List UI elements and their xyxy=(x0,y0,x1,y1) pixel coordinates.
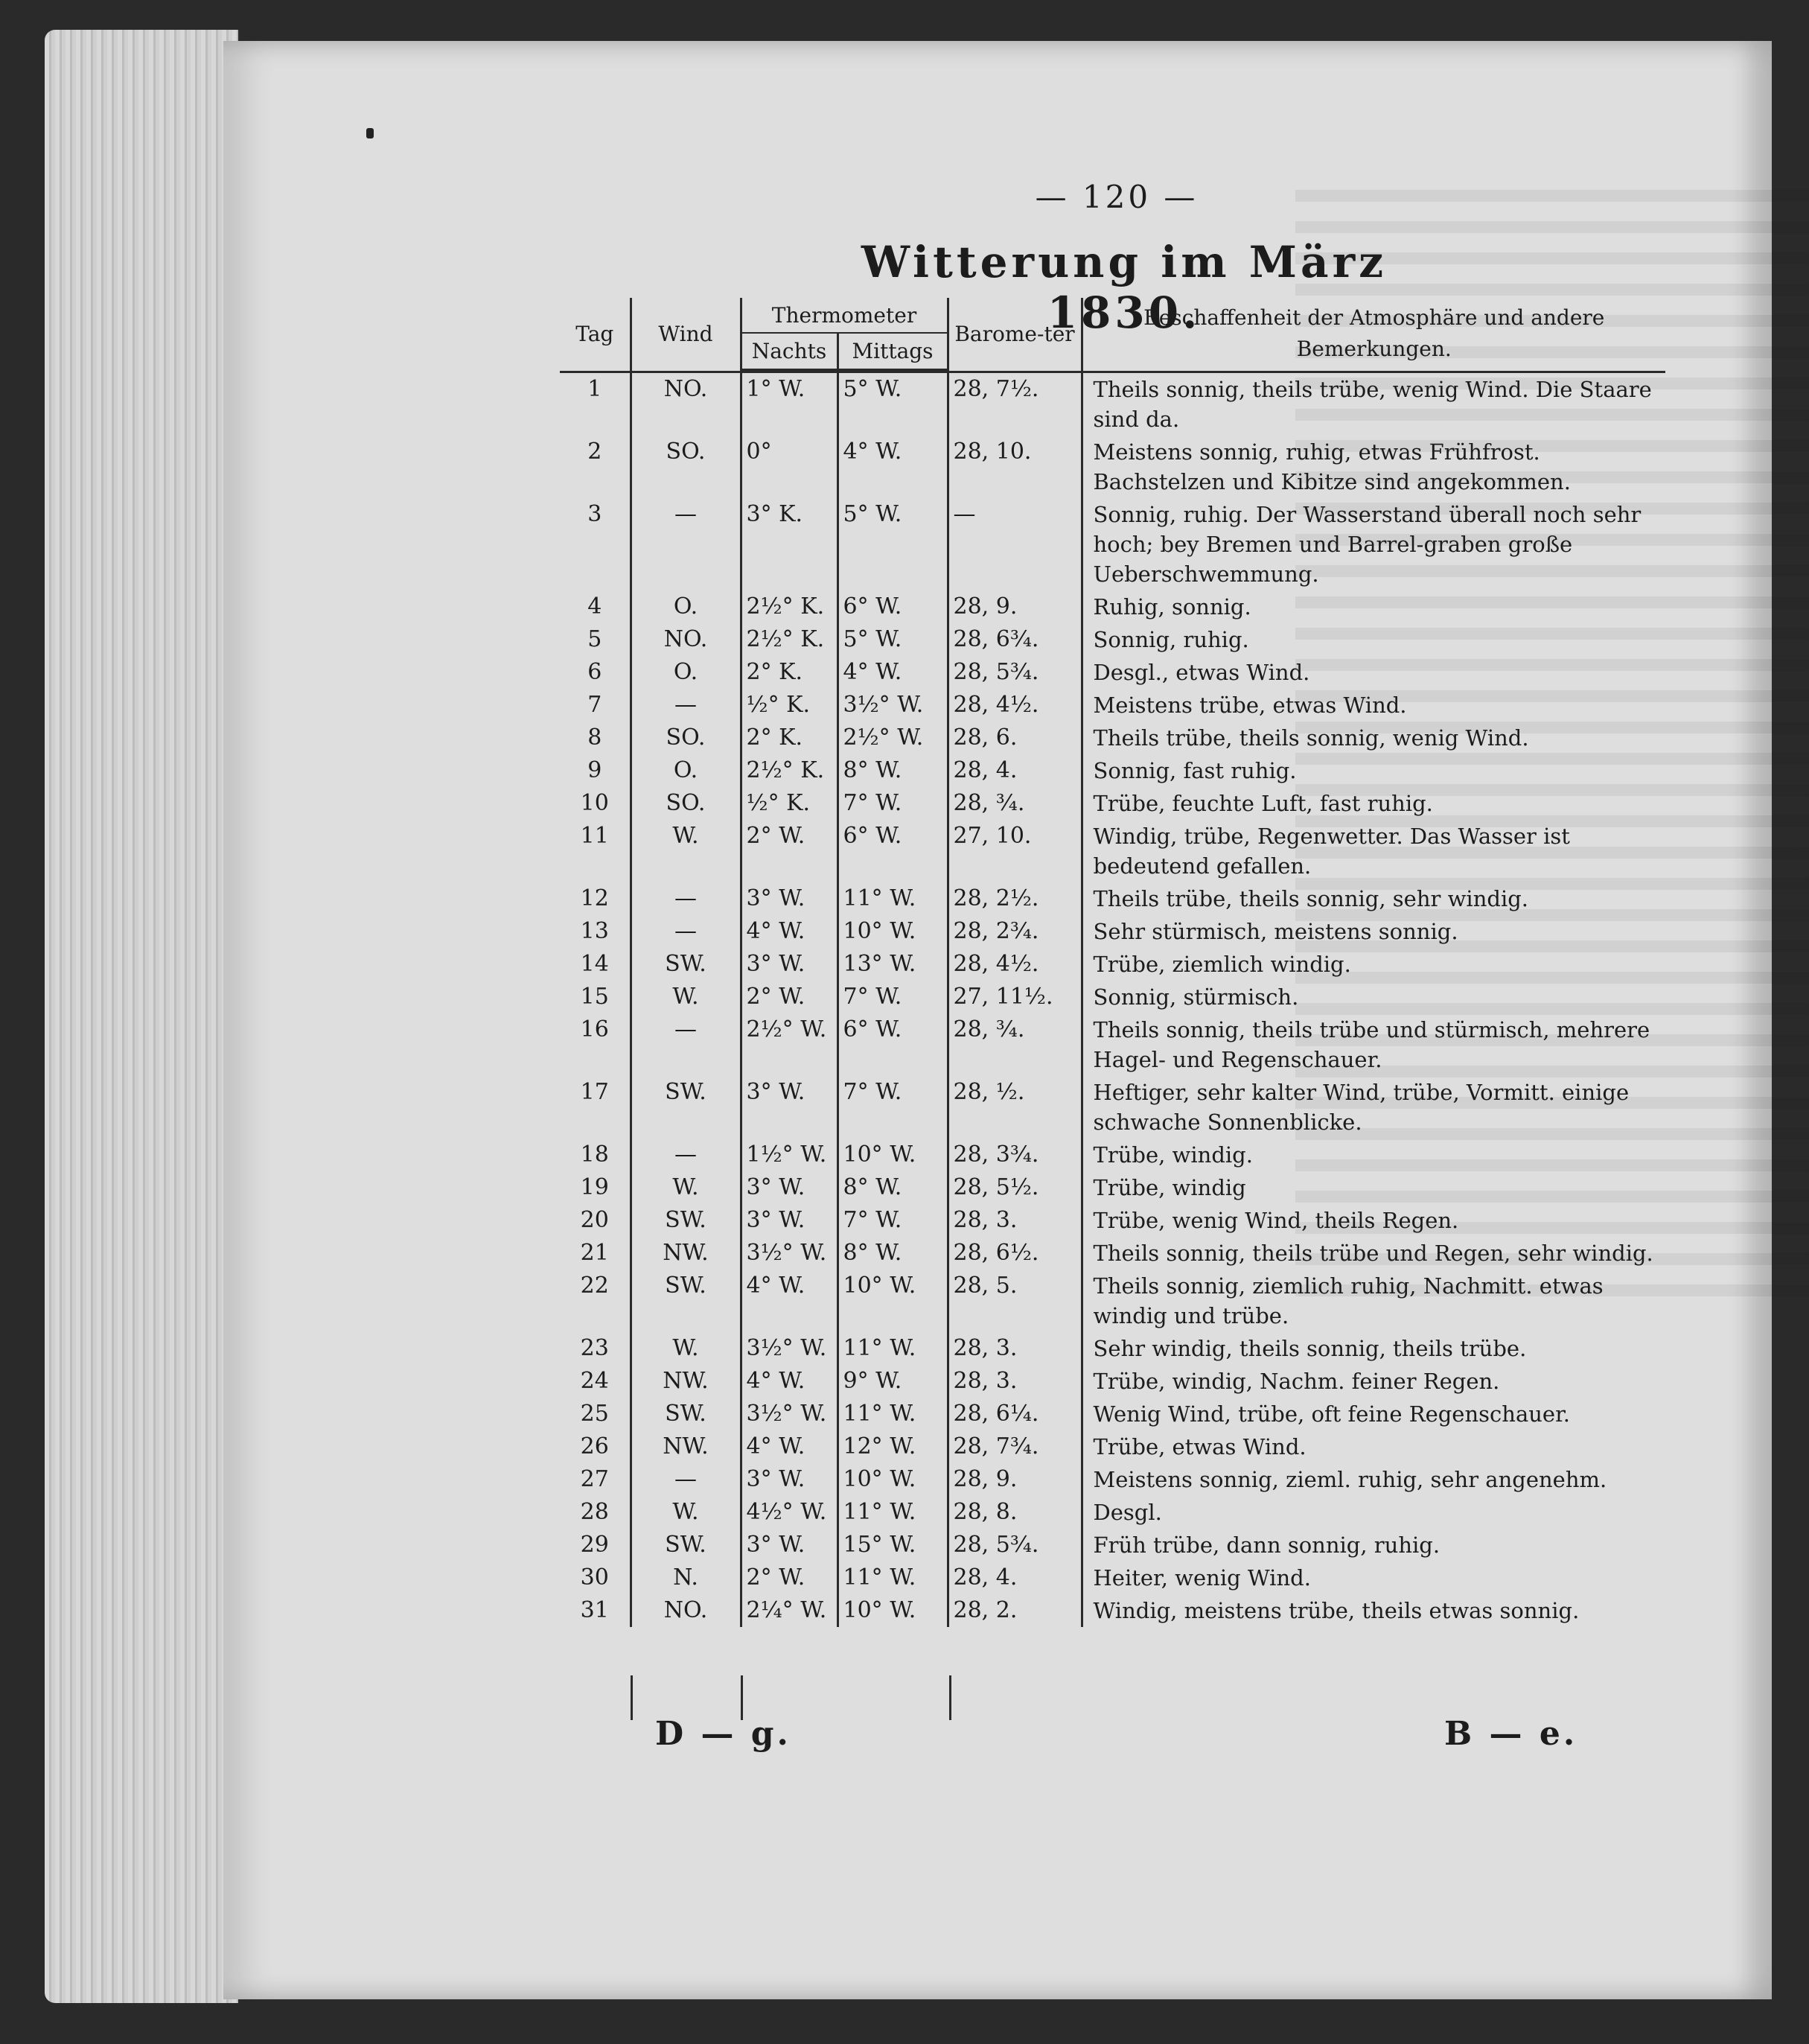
header-wind: Wind xyxy=(631,298,741,369)
header-nachts: Nachts xyxy=(741,333,838,369)
remark-cell: Sonnig, ruhig. xyxy=(1082,623,1665,656)
night-temp-cell: 3° W. xyxy=(741,948,838,981)
noon-temp-cell: 11° W. xyxy=(838,1332,948,1365)
table-row xyxy=(560,820,1665,882)
table-row xyxy=(560,1594,1665,1627)
day-cell: 17 xyxy=(580,1078,609,1105)
night-temp-cell: 0° xyxy=(741,436,838,498)
wind-cell: SO. xyxy=(631,722,741,754)
night-temp-cell: 4° W. xyxy=(741,1365,838,1398)
barometer-cell: 28, 10. xyxy=(948,436,1082,498)
day-cell: 2 xyxy=(587,438,602,465)
wind-cell: SW. xyxy=(631,1204,741,1237)
wind-cell: W. xyxy=(631,1496,741,1529)
noon-temp-cell: 5° W. xyxy=(838,498,948,590)
table-row xyxy=(560,1237,1665,1270)
header-barometer: Barome-ter xyxy=(948,298,1082,369)
noon-temp-cell: 9° W. xyxy=(838,1365,948,1398)
table-row xyxy=(560,1430,1665,1463)
table-row xyxy=(560,1204,1665,1237)
night-temp-cell: 4° W. xyxy=(741,1430,838,1463)
day-cell: 6 xyxy=(587,658,602,685)
barometer-cell: 28, ¾. xyxy=(948,1013,1082,1076)
weather-rows xyxy=(560,372,1665,1627)
barometer-cell: 28, 2¾. xyxy=(948,915,1082,948)
table-row xyxy=(560,1139,1665,1171)
page-number: — 120 — xyxy=(1035,179,1199,215)
barometer-cell: 28, ½. xyxy=(948,1076,1082,1139)
barometer-cell: 28, 6½. xyxy=(948,1237,1082,1270)
wind-cell: NW. xyxy=(631,1365,741,1398)
wind-cell: NW. xyxy=(631,1430,741,1463)
noon-temp-cell: 4° W. xyxy=(838,436,948,498)
wind-cell: SW. xyxy=(631,948,741,981)
noon-temp-cell: 11° W. xyxy=(838,882,948,915)
remark-cell: Trübe, ziemlich windig. xyxy=(1082,948,1665,981)
night-temp-cell: 3½° W. xyxy=(741,1398,838,1430)
night-temp-cell: 1° W. xyxy=(741,372,838,436)
remark-cell: Theils trübe, theils sonnig, sehr windig. xyxy=(1082,882,1665,915)
wind-cell: N. xyxy=(631,1561,741,1594)
noon-temp-cell: 4° W. xyxy=(838,656,948,689)
noon-temp-cell: 11° W. xyxy=(838,1496,948,1529)
wind-cell: SW. xyxy=(631,1076,741,1139)
night-temp-cell: 2° W. xyxy=(741,981,838,1013)
night-temp-cell: 2° W. xyxy=(741,820,838,882)
wind-cell: NO. xyxy=(631,623,741,656)
day-cell: 15 xyxy=(580,983,609,1010)
barometer-cell: 28, 2½. xyxy=(948,882,1082,915)
table-row xyxy=(560,656,1665,689)
noon-temp-cell: 6° W. xyxy=(838,820,948,882)
page-title: Witterung im März 1830. xyxy=(861,237,1388,338)
wind-cell: — xyxy=(631,498,741,590)
noon-temp-cell: 6° W. xyxy=(838,1013,948,1076)
wind-cell: O. xyxy=(631,656,741,689)
barometer-cell: 28, 4. xyxy=(948,754,1082,787)
day-cell: 5 xyxy=(587,625,602,652)
barometer-cell: 28, 7½. xyxy=(948,372,1082,436)
table-row xyxy=(560,689,1665,722)
night-temp-cell: 4° W. xyxy=(741,915,838,948)
remark-cell: Windig, meistens trübe, theils etwas sonnig. xyxy=(1082,1594,1665,1627)
wind-cell: SO. xyxy=(631,787,741,820)
table-row xyxy=(560,372,1665,436)
remark-cell: Trübe, feuchte Luft, fast ruhig. xyxy=(1082,787,1665,820)
table-row xyxy=(560,590,1665,623)
noon-temp-cell: 5° W. xyxy=(838,623,948,656)
barometer-cell: 28, 9. xyxy=(948,1463,1082,1496)
table-row xyxy=(560,436,1665,498)
table-row xyxy=(560,722,1665,754)
wind-cell: W. xyxy=(631,820,741,882)
ink-speck xyxy=(366,128,374,139)
barometer-cell: 28, 4½. xyxy=(948,948,1082,981)
table-row xyxy=(560,1270,1665,1332)
barometer-cell: 28, 4½. xyxy=(948,689,1082,722)
table-row xyxy=(560,1496,1665,1529)
table-row xyxy=(560,1076,1665,1139)
remark-cell: Theils sonnig, theils trübe und Regen, sehr windig. xyxy=(1082,1237,1665,1270)
barometer-cell: 28, 5. xyxy=(948,1270,1082,1332)
wind-cell: O. xyxy=(631,754,741,787)
remark-cell: Früh trübe, dann sonnig, ruhig. xyxy=(1082,1529,1665,1561)
wind-cell: SW. xyxy=(631,1529,741,1561)
day-cell: 20 xyxy=(580,1206,609,1233)
night-temp-cell: 3° W. xyxy=(741,1171,838,1204)
wind-cell: NW. xyxy=(631,1237,741,1270)
barometer-cell: 27, 10. xyxy=(948,820,1082,882)
night-temp-cell: 3° K. xyxy=(741,498,838,590)
remark-cell: Heiter, wenig Wind. xyxy=(1082,1561,1665,1594)
day-cell: 21 xyxy=(580,1239,609,1266)
day-cell: 11 xyxy=(580,822,609,849)
header-thermometer: Thermometer xyxy=(741,298,948,333)
noon-temp-cell: 11° W. xyxy=(838,1561,948,1594)
noon-temp-cell: 6° W. xyxy=(838,590,948,623)
remark-cell: Trübe, windig. xyxy=(1082,1139,1665,1171)
header-remarks: Beschaffenheit der Atmosphäre und andere Bemerkungen. xyxy=(1082,298,1665,369)
noon-temp-cell: 11° W. xyxy=(838,1398,948,1430)
wind-cell: — xyxy=(631,915,741,948)
night-temp-cell: 3° W. xyxy=(741,1204,838,1237)
wind-cell: NO. xyxy=(631,1594,741,1627)
noon-temp-cell: 3½° W. xyxy=(838,689,948,722)
remark-cell: Meistens sonnig, ruhig, etwas Frühfrost. Bachstelzen und Kibitze sind angekommen. xyxy=(1082,436,1665,498)
night-temp-cell: 2½° K. xyxy=(741,590,838,623)
table-row xyxy=(560,787,1665,820)
remark-cell: Trübe, windig, Nachm. feiner Regen. xyxy=(1082,1365,1665,1398)
day-cell: 31 xyxy=(580,1596,609,1623)
barometer-cell: 28, 5½. xyxy=(948,1171,1082,1204)
night-temp-cell: 3½° W. xyxy=(741,1332,838,1365)
day-cell: 14 xyxy=(580,950,609,977)
remark-cell: Wenig Wind, trübe, oft feine Regenschauer. xyxy=(1082,1398,1665,1430)
night-temp-cell: 3° W. xyxy=(741,1076,838,1139)
day-cell: 4 xyxy=(587,593,602,620)
noon-temp-cell: 7° W. xyxy=(838,981,948,1013)
night-temp-cell: 1½° W. xyxy=(741,1139,838,1171)
remark-cell: Heftiger, sehr kalter Wind, trübe, Vormitt. einige schwache Sonnenblicke. xyxy=(1082,1076,1665,1139)
night-temp-cell: ½° K. xyxy=(741,689,838,722)
noon-temp-cell: 13° W. xyxy=(838,948,948,981)
day-cell: 25 xyxy=(580,1400,609,1427)
wind-cell: W. xyxy=(631,1332,741,1365)
wind-cell: — xyxy=(631,1139,741,1171)
noon-temp-cell: 10° W. xyxy=(838,1270,948,1332)
remark-cell: Sonnig, ruhig. Der Wasserstand überall noch sehr hoch; bey Bremen und Barrel-graben große Ueberschwemmung. xyxy=(1082,498,1665,590)
barometer-cell: 28, ¾. xyxy=(948,787,1082,820)
barometer-cell: 28, 8. xyxy=(948,1496,1082,1529)
night-temp-cell: 2¼° W. xyxy=(741,1594,838,1627)
table-row xyxy=(560,1013,1665,1076)
wind-cell: — xyxy=(631,1013,741,1076)
day-cell: 9 xyxy=(587,757,602,783)
barometer-cell: 28, 3. xyxy=(948,1365,1082,1398)
day-cell: 30 xyxy=(580,1564,609,1591)
table-row xyxy=(560,1332,1665,1365)
night-temp-cell: 3° W. xyxy=(741,1463,838,1496)
day-cell: 1 xyxy=(587,375,602,402)
day-cell: 8 xyxy=(587,724,602,751)
noon-temp-cell: 8° W. xyxy=(838,754,948,787)
remark-cell: Desgl. xyxy=(1082,1496,1665,1529)
night-temp-cell: ½° K. xyxy=(741,787,838,820)
table-row xyxy=(560,915,1665,948)
night-temp-cell: 4½° W. xyxy=(741,1496,838,1529)
night-temp-cell: 2° K. xyxy=(741,656,838,689)
table-row xyxy=(560,1561,1665,1594)
night-temp-cell: 3½° W. xyxy=(741,1237,838,1270)
day-cell: 29 xyxy=(580,1531,609,1558)
night-temp-cell: 3° W. xyxy=(741,1529,838,1561)
wind-cell: — xyxy=(631,882,741,915)
barometer-cell: 28, 6¾. xyxy=(948,623,1082,656)
wind-cell: — xyxy=(631,1463,741,1496)
remark-cell: Theils sonnig, theils trübe, wenig Wind. Die Staare sind da. xyxy=(1082,372,1665,436)
day-cell: 7 xyxy=(587,691,602,718)
day-cell: 26 xyxy=(580,1433,609,1459)
day-cell: 18 xyxy=(580,1141,609,1168)
footer-rules xyxy=(560,1675,1081,1720)
table-row xyxy=(560,1365,1665,1398)
night-temp-cell: 2½° W. xyxy=(741,1013,838,1076)
remark-cell: Windig, trübe, Regenwetter. Das Wasser ist bedeutend gefallen. xyxy=(1082,820,1665,882)
barometer-cell: 28, 3. xyxy=(948,1332,1082,1365)
remark-cell: Sonnig, stürmisch. xyxy=(1082,981,1665,1013)
remark-cell: Theils sonnig, ziemlich ruhig, Nachmitt. etwas windig und trübe. xyxy=(1082,1270,1665,1332)
barometer-cell: 28, 4. xyxy=(948,1561,1082,1594)
table-row xyxy=(560,1398,1665,1430)
remark-cell: Theils sonnig, theils trübe und stürmisch, mehrere Hagel- und Regenschauer. xyxy=(1082,1013,1665,1076)
wind-cell: SO. xyxy=(631,436,741,498)
noon-temp-cell: 12° W. xyxy=(838,1430,948,1463)
remark-cell: Sonnig, fast ruhig. xyxy=(1082,754,1665,787)
noon-temp-cell: 2½° W. xyxy=(838,722,948,754)
wind-cell: O. xyxy=(631,590,741,623)
table-row xyxy=(560,1463,1665,1496)
wind-cell: NO. xyxy=(631,372,741,436)
night-temp-cell: 2½° K. xyxy=(741,754,838,787)
noon-temp-cell: 15° W. xyxy=(838,1529,948,1561)
remark-cell: Ruhig, sonnig. xyxy=(1082,590,1665,623)
noon-temp-cell: 5° W. xyxy=(838,372,948,436)
noon-temp-cell: 8° W. xyxy=(838,1237,948,1270)
weather-table xyxy=(560,298,1665,1627)
signature-right: B — e. xyxy=(1444,1715,1578,1753)
noon-temp-cell: 7° W. xyxy=(838,1204,948,1237)
night-temp-cell: 2° W. xyxy=(741,1561,838,1594)
remark-cell: Trübe, etwas Wind. xyxy=(1082,1430,1665,1463)
table-row xyxy=(560,882,1665,915)
night-temp-cell: 4° W. xyxy=(741,1270,838,1332)
day-cell: 19 xyxy=(580,1174,609,1200)
remark-cell: Trübe, windig xyxy=(1082,1171,1665,1204)
table-row xyxy=(560,948,1665,981)
table-row xyxy=(560,498,1665,590)
day-cell: 10 xyxy=(580,789,609,816)
barometer-cell: 28, 6. xyxy=(948,722,1082,754)
book-page-edges xyxy=(45,30,238,2003)
table-row xyxy=(560,623,1665,656)
day-cell: 12 xyxy=(580,885,609,911)
weather-table-wrap xyxy=(560,298,1665,1627)
barometer-cell: 28, 6¼. xyxy=(948,1398,1082,1430)
header-tag: Tag xyxy=(575,321,614,346)
day-cell: 22 xyxy=(580,1272,609,1299)
noon-temp-cell: 10° W. xyxy=(838,1463,948,1496)
day-cell: 23 xyxy=(580,1334,609,1361)
header-mittags: Mittags xyxy=(838,333,948,369)
day-cell: 16 xyxy=(580,1016,609,1042)
table-row xyxy=(560,981,1665,1013)
remark-cell: Sehr windig, theils sonnig, theils trübe. xyxy=(1082,1332,1665,1365)
barometer-cell: 27, 11½. xyxy=(948,981,1082,1013)
barometer-cell: 28, 5¾. xyxy=(948,1529,1082,1561)
table-row xyxy=(560,1529,1665,1561)
wind-cell: — xyxy=(631,689,741,722)
remark-cell: Meistens trübe, etwas Wind. xyxy=(1082,689,1665,722)
remark-cell: Theils trübe, theils sonnig, wenig Wind. xyxy=(1082,722,1665,754)
wind-cell: SW. xyxy=(631,1398,741,1430)
noon-temp-cell: 7° W. xyxy=(838,787,948,820)
barometer-cell: 28, 9. xyxy=(948,590,1082,623)
day-cell: 24 xyxy=(580,1367,609,1394)
day-cell: 28 xyxy=(580,1498,609,1525)
day-cell: 13 xyxy=(580,917,609,944)
night-temp-cell: 2° K. xyxy=(741,722,838,754)
remark-cell: Meistens sonnig, zieml. ruhig, sehr angenehm. xyxy=(1082,1463,1665,1496)
wind-cell: SW. xyxy=(631,1270,741,1332)
barometer-cell: 28, 7¾. xyxy=(948,1430,1082,1463)
noon-temp-cell: 10° W. xyxy=(838,1594,948,1627)
wind-cell: W. xyxy=(631,981,741,1013)
barometer-cell: — xyxy=(948,498,1082,590)
table-row xyxy=(560,1171,1665,1204)
day-cell: 27 xyxy=(580,1465,609,1492)
remark-cell: Trübe, wenig Wind, theils Regen. xyxy=(1082,1204,1665,1237)
noon-temp-cell: 10° W. xyxy=(838,915,948,948)
barometer-cell: 28, 3. xyxy=(948,1204,1082,1237)
remark-cell: Sehr stürmisch, meistens sonnig. xyxy=(1082,915,1665,948)
noon-temp-cell: 10° W. xyxy=(838,1139,948,1171)
barometer-cell: 28, 3¾. xyxy=(948,1139,1082,1171)
night-temp-cell: 2½° K. xyxy=(741,623,838,656)
signature-left: D — g. xyxy=(655,1715,791,1753)
barometer-cell: 28, 5¾. xyxy=(948,656,1082,689)
wind-cell: W. xyxy=(631,1171,741,1204)
day-cell: 3 xyxy=(587,500,602,527)
barometer-cell: 28, 2. xyxy=(948,1594,1082,1627)
remark-cell: Desgl., etwas Wind. xyxy=(1082,656,1665,689)
table-row xyxy=(560,754,1665,787)
noon-temp-cell: 7° W. xyxy=(838,1076,948,1139)
night-temp-cell: 3° W. xyxy=(741,882,838,915)
noon-temp-cell: 8° W. xyxy=(838,1171,948,1204)
